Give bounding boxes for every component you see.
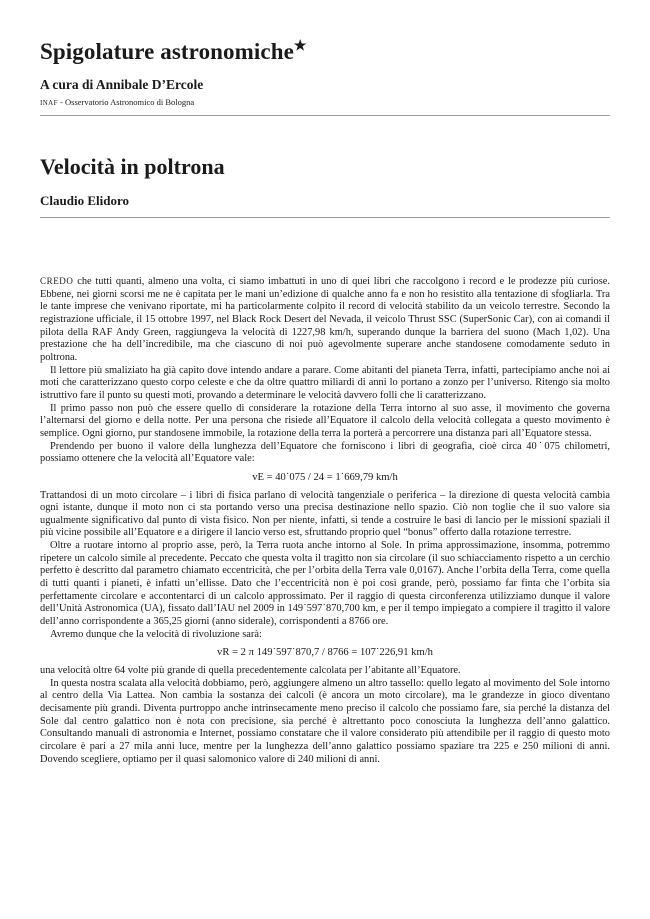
series-title [40,33,610,66]
paragraph: In questa nostra scalata alla velocità dobbiamo, però, aggiungere almeno un altro tassello: quello legato al movimento del Sole intorno al centro della Via Lattea. Non cambia la sostanza dei calcoli (è ancora un moto circolare), ma le grandezze in gioco diventano decisamente più grandi. Diventa purtroppo anche intrinsecamente meno preciso il calcolo che possiamo fare, sia perché la distanza del Sole dal centro galattico non è nota con precisione, sia perché è altrettanto poco conosciuta la lunghezza dell’anno galattico. Consultando manuali di astronomia e Internet, possiamo constatare che il valore considerato più attendibile per il raggio di questo moto circolare è pari a 27 mila anni luce, mentre per la lunghezza dell’anno galattico possiamo spaziare tra 225 e 250 milioni di anni. Dovendo scegliere, optiamo per il quasi salomonico valore di 240 milioni di anni. [40,677,610,765]
formula-equator-velocity: vE = 40˙075 / 24 = 1˙669,79 km/h [252,471,398,483]
paragraph: Oltre a ruotare intorno al proprio asse, però, la Terra ruota anche intorno al Sole. In prima approssimazione, insomma, potremmo ripetere un calcolo simile al precedente. Peccato che questa volta il tragitto non sia circolare (il suo schiacciamento rispetto a un cerchio perfetto è descritto dal parametro chiamato eccentricità, che per l’orbita della Terra vale 0,0167). Anche l’orbita della Terra, come quella di tutti quanti i pianeti, è infatti un’ellisse. Dato che l’eccentricità non è poi così grande, però, possiamo far finta che l’orbita sia perfettamente circolare e accontentarci di un calcolo approssimato. Per il raggio di questa circonferenza utilizziamo dunque il valore dell’Unità Astronomica (UA), fissato dall’IAU nel 2009 in 149˙597˙870,700 km, e per il tempo impiegato a compiere il tragitto il valore dell’anno corrispondente a 365,25 giorni (anno siderale), corrispondenti a 8766 ore. [40,540,610,628]
editor-credit: A cura di Annibale D’Ercole [40,77,204,92]
paragraph: Trattandosi di un moto circolare – i libri di fisica parlano di velocità tangenziale o periferica – la direzione di questa velocità cambia ogni istante, dunque il moto non ci sta portando verso una precisa destinazione nello spazio. Ciò non toglie che il suo valore sia ugualmente significativo dal punto di vista fisico. Non per niente, infatti, si tende a costruire le basi di lancio per le missioni spaziali il più vicine possibile all’Equatore e a dirigere il lancio verso est, sfruttando proprio quel “bonus” offerto dalla rotazione terrestre. [40,489,610,539]
affiliation [40,97,194,107]
affiliation-rest: - Osservatorio Astronomico di Bologna [57,97,195,107]
formula-revolution-velocity: vR = 2 π 149˙597˙870,7 / 8766 = 107˙226,91 km/h [217,647,433,659]
column-header [40,33,610,107]
paragraph: Prendendo per buono il valore della lunghezza dell’Equatore che forniscono i libri di geografia, cioè circa 40˙075 chilometri, possiamo ottenere che la velocità all’Equatore vale: [40,440,610,465]
article-title: Velocità in poltrona [40,154,225,179]
paragraph: Avremo dunque che la velocità di rivoluzione sarà: [50,628,262,640]
star-icon: ★ [293,39,307,54]
lead-word: CREDO [40,276,74,286]
title-divider [40,217,610,218]
paragraph: Il lettore più smaliziato ha già capito dove intendo andare a parare. Come abitanti del pianeta Terra, infatti, partecipiamo anche noi ai moti che caratterizzano questo corpo celeste e che da oltre quattro miliardi di anni lo portano a zonzo per l’universo. Ritengo sia molto istruttivo fare il punto su questi moti, provando a determinare le velocità davvero folli che li caratterizzano. [40,364,610,401]
paragraph: Il primo passo non può che essere quello di considerare la rotazione della Terra intorno al suo asse, il movimento che governa l’alternarsi del giorno e della notte. Per una persona che risiede all’Equatore il calcolo della velocità collegata a questo movimento è semplice. Ogni giorno, pur standosene immobile, la rotazione della terra la porterà a percorrere una distanza pari all’Equatore stessa. [40,402,610,439]
header-divider [40,115,610,116]
affiliation-abbr: INAF [40,99,58,107]
paragraph-text: che tutti quanti, almeno una volta, ci siamo imbattuti in uno di quei libri che raccolgono i record e le prodezze più curiose. Ebbene, nei giorni scorsi me ne è capitata per le mani un’edizione di qualche anno fa e non ho resistito alla tentazione di sfogliarla. Tra le tante imprese che venivano riportate, mi ha particolarmente colpito il record di velocità stabilito da un veicolo terrestre. Secondo la registrazione ufficiale, il 15 ottobre 1997, nel Black Rock Desert del Nevada, il veicolo Thrust SSC (SuperSonic Car), con ai comandi il pilota della RAF Andy Green, raggiungeva la velocità di 1227,98 km/h, superando dunque la barriera del suono (Mach 1,02). Una prestazione che ha dell’incredibile, ma che ciascuno di noi può agevolmente superare anche standosene comodamente seduto in poltrona. [40,276,610,363]
paragraph [40,275,610,365]
series-title-text: Spigolature astronomiche [40,39,294,64]
article-author: Claudio Elidoro [40,193,129,208]
article-body [40,275,610,766]
paragraph: una velocità oltre 64 volte più grande di quella precedentemente calcolata per l’abitante all’Equatore. [40,665,461,677]
